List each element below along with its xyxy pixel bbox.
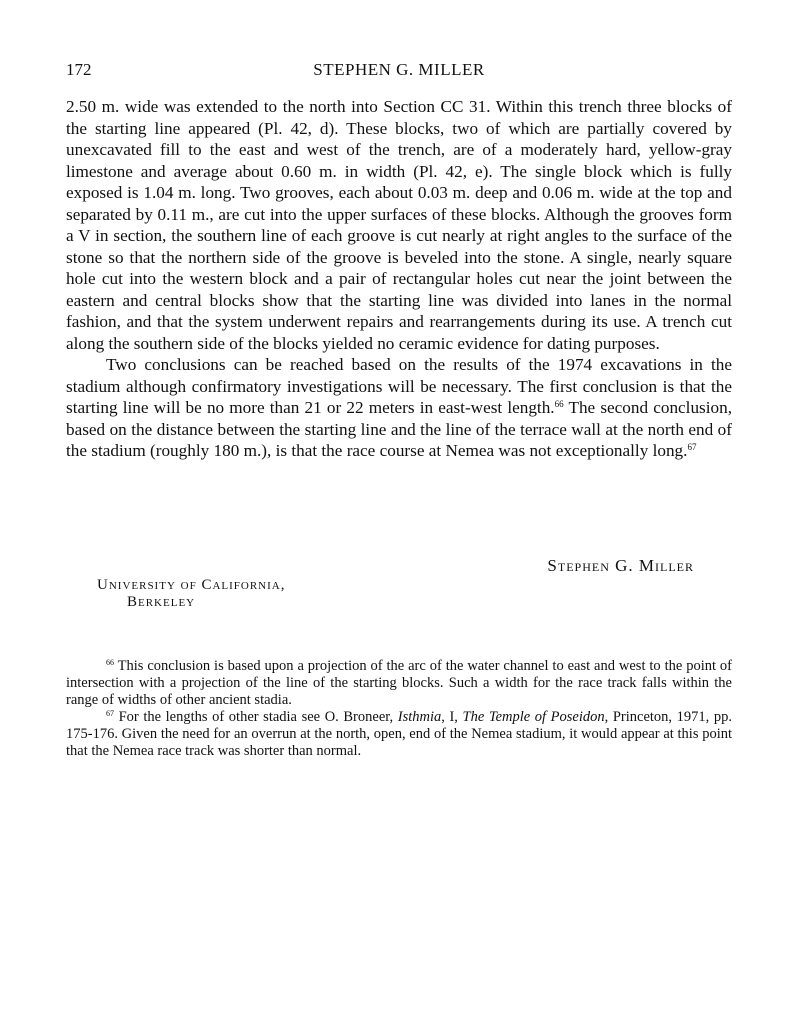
footnote-67 — [66, 709, 732, 760]
affiliation-line-2: Berkeley — [127, 594, 196, 610]
paragraph-2 — [66, 354, 732, 462]
running-head: STEPHEN G. MILLER — [313, 60, 485, 79]
author-signature: Stephen G. Miller — [547, 556, 694, 575]
paragraph-2-part-1: Two conclusions can be reached based on the results of the 1974 excavations in the stadium although confirmatory investigations will be necessary. The first conclusion is that the starting line will be no more than 21 or 22 meters in east-west length. — [66, 355, 732, 417]
footnote-67-title-isthmia: Isthmia — [397, 709, 442, 725]
footnote-67-mark: 67 — [106, 709, 114, 718]
footnote-ref-67[interactable]: 67 — [687, 442, 697, 452]
footnote-66 — [66, 658, 732, 709]
footnote-67-text-a: For the lengths of other stadia see O. Broneer, — [114, 709, 398, 725]
footnote-ref-66[interactable]: 66 — [554, 399, 564, 409]
body-text — [66, 96, 732, 462]
footnote-67-text-c: , Princeton, 1971, pp. 175-176. Given the need for an overrun at the north, open, end of the Nemea stadium, it would appear at this point that the Nemea race track was shorter than normal. — [66, 709, 732, 759]
footnote-67-text-b: , I, — [441, 709, 463, 725]
footnote-66-text: This conclusion is based upon a projection of the arc of the water channel to east and west to the point of intersection with a projection of the line of the starting blocks. Such a width for the race track falls within the range of widths of other ancient stadia. — [66, 658, 732, 708]
page-number: 172 — [66, 60, 92, 79]
page-header — [0, 60, 798, 86]
footnote-67-title-temple: The Temple of Poseidon — [462, 709, 605, 725]
paragraph-1: 2.50 m. wide was extended to the north into Section CC 31. Within this trench three blocks of the starting line appeared (Pl. 42, d). These blocks, two of which are partially covered by unexcavated fill to the east and west of the trench, are of a moderately hard, yellow-gray limestone and average about 0.60 m. in width (Pl. 42, e). The single block which is fully exposed is 1.04 m. long. Two grooves, each about 0.03 m. deep and 0.06 m. wide at the top and separated by 0.11 m., are cut into the upper surfaces of these blocks. Although the grooves form a V in section, the southern line of each groove is cut nearly at right angles to the surface of the stone so that the northern side of the groove is beveled into the stone. A single, nearly square hole cut into the western block and a pair of rectangular holes cut near the joint between the eastern and central blocks show that the starting line was divided into lanes in the normal fashion, and that the system underwent repairs and rearrangements during its use. A trench cut along the southern side of the blocks yielded no ceramic evidence for dating purposes. — [66, 97, 732, 353]
footnote-66-mark: 66 — [106, 658, 114, 667]
footnotes — [66, 658, 732, 760]
paragraph-2-part-2: The second conclusion, based on the distance between the starting line and the line of the terrace wall at the north end of the stadium (roughly 180 m.), is that the race course at Nemea was not exceptionally long. — [66, 398, 733, 460]
affiliation-line-1: University of California, — [97, 577, 286, 593]
